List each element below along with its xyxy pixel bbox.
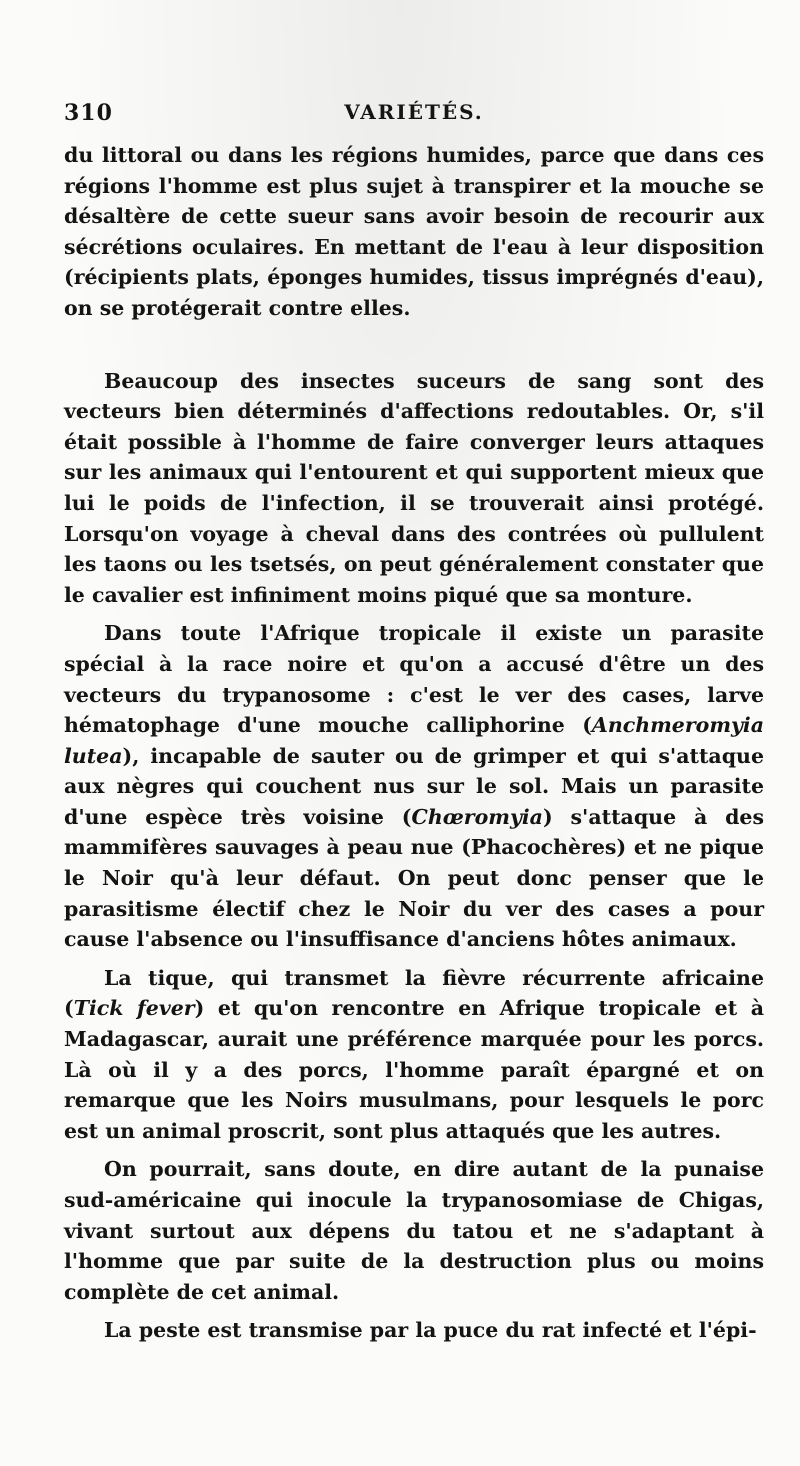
running-head: VARIÉTÉS. [344,100,484,124]
text-run: La peste est transmise par la puce du rat infecté et l'épi- [104,1318,757,1343]
page-header [64,92,764,140]
disease-name: Tick fever [73,996,195,1021]
paragraph-continuation [64,140,764,324]
paragraph-ver-des-cases [64,618,764,955]
paragraph-punaise [64,1154,764,1307]
text-run: ) s'attaque à des mammifères sauvages à peau nue (Phacochères) et ne pique le Noir qu'à leur défaut. On peut donc penser que le parasitisme électif chez le Noir du ver des cases a pour cause l'absence ou l'insuffisance d'anciens hôtes animaux. [64,804,764,952]
text-run: On pourrait, sans doute, en dire autant de la punaise sud-américaine qui inocule la trypanosomiase de Chigas, vivant surtout aux dépens du tatou et ne s'adaptant à l'homme que par suite de la destruction plus ou moins complète de cet animal. [64,1157,764,1304]
species-name: Anchmeromyia lutea [64,713,764,768]
body-text [64,140,764,1346]
text-run: Dans toute l'Afrique tropicale il existe un parasite spécial à la race noire et qu'on a accusé d'être un des vecteurs du trypanosome : c'est le ver des cases, larve hématophage d'une mouche calliphorine ( [64,621,764,738]
paragraph-insectes [64,366,764,611]
text-run: du littoral ou dans les régions humides, parce que dans ces régions l'homme est plus sujet à transpirer et la mouche se désaltère de cette sueur sans avoir besoin de recourir aux sécrétions oculaires. En mettant de l'eau à leur disposition (récipients plats, éponges humides, tissus imprégnés d'eau), on se protégerait contre elles. [64,143,764,320]
paragraph-peste [64,1315,764,1346]
text-run: La tique, qui transmet la fièvre récurrente africaine ( [64,965,764,1021]
paragraph-tique [64,963,764,1147]
text-run: ) et qu'on rencontre en Afrique tropicale et à Madagascar, aurait une préférence marquée pour les porcs. Là où il y a des porcs, l'homme paraît épargné et on remarque que les Noirs musulmans, pour lesquels le porc est un animal proscrit, sont plus attaqués que les autres. [64,996,764,1143]
page-number: 310 [64,100,113,126]
text-run: ), incapable de sauter ou de grimper et qui s'attaque aux nègres qui couchent nus sur le sol. Mais un parasite d'une espèce très voisine ( [64,743,764,829]
text-run: Beaucoup des insectes suceurs de sang sont des vecteurs bien déterminés d'affections redoutables. Or, s'il était possible à l'homme de faire converger leurs attaques sur les animaux qui l'entourent et qui supportent mieux que lui le poids de l'infection, il se trouverait ainsi protégé. Lorsqu'on voyage à cheval dans des contrées où pullulent les taons ou les tsetsés, on peut généralement constater que le cavalier est infiniment moins piqué que sa monture. [64,368,764,607]
species-name: Chœromyia [411,804,543,829]
